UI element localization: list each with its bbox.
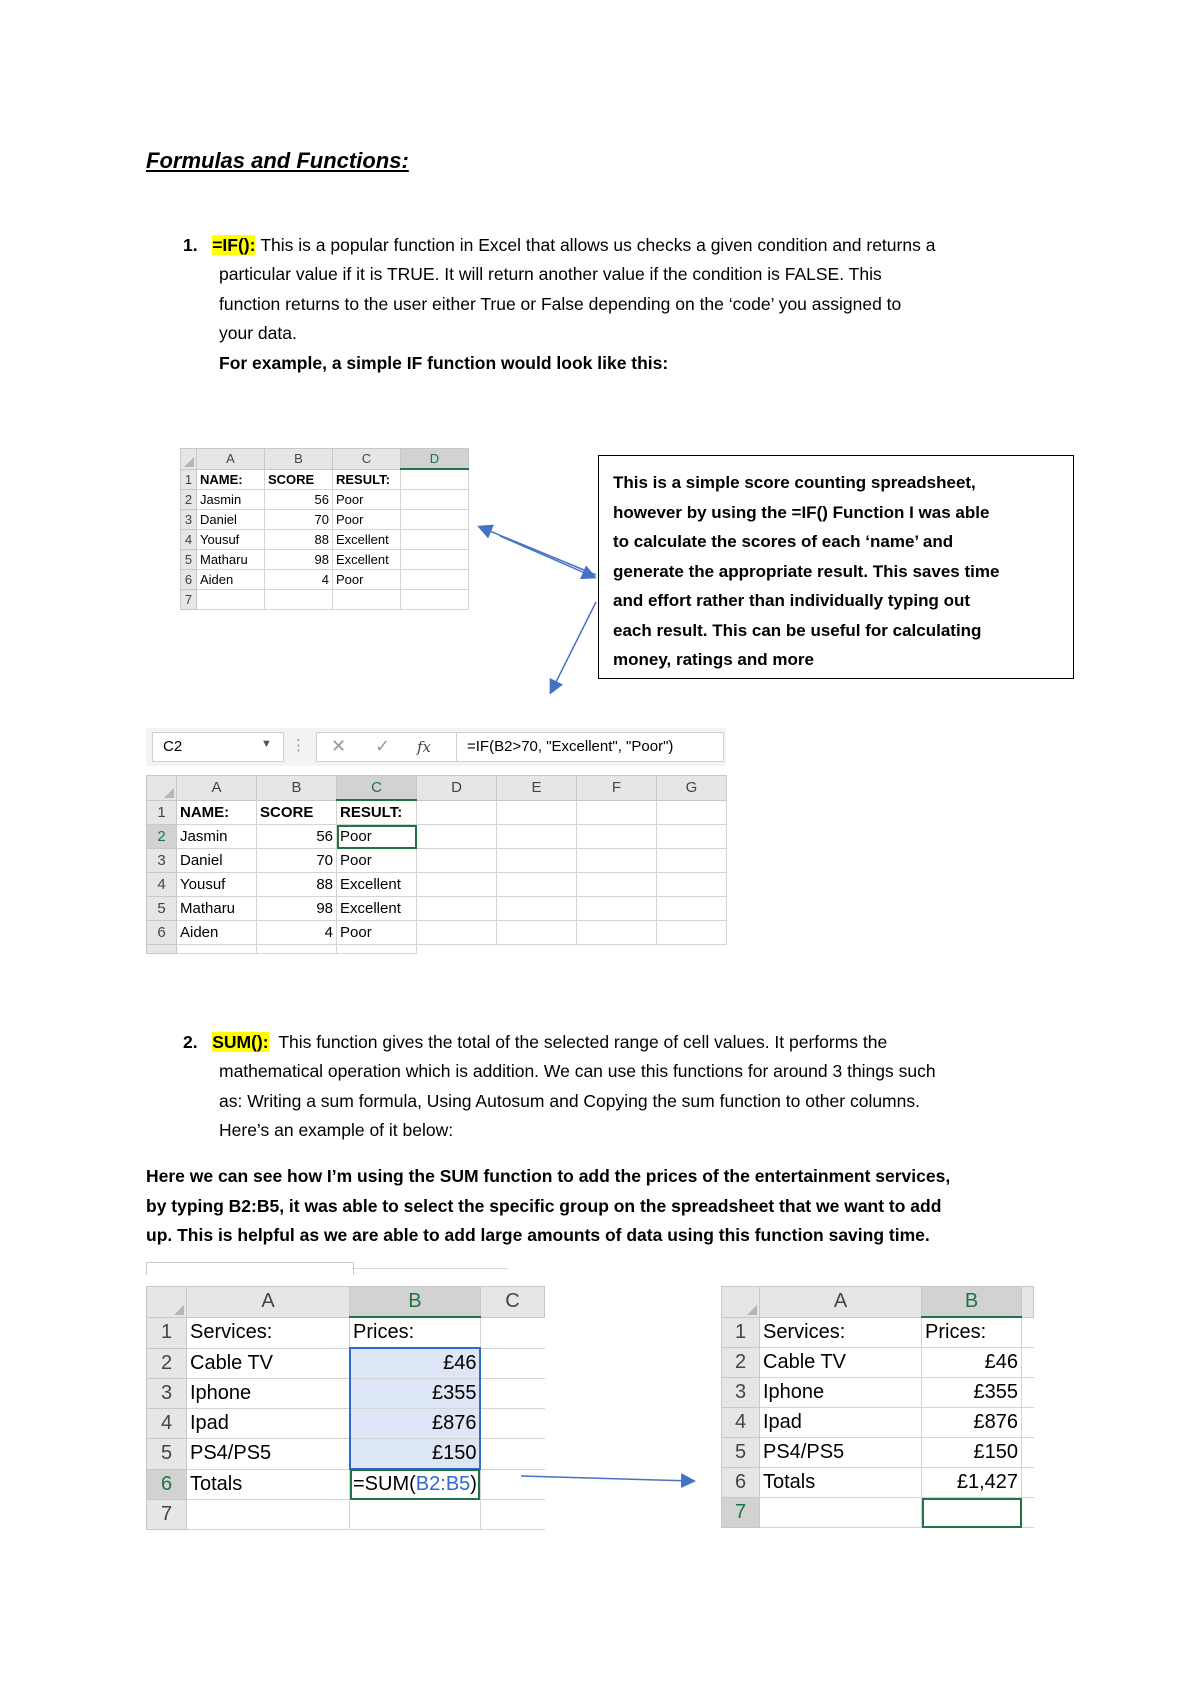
column-header-a[interactable]: A — [760, 1287, 922, 1318]
row-header[interactable]: 1 — [147, 1317, 187, 1348]
row-header[interactable]: 7 — [722, 1498, 760, 1528]
table-row — [147, 1409, 545, 1439]
cell[interactable]: SCORE — [265, 469, 333, 490]
cell[interactable]: Jasmin — [197, 490, 265, 510]
formula-suffix: ) — [470, 1473, 477, 1495]
cell[interactable] — [1022, 1378, 1034, 1408]
row-header[interactable]: 5 — [722, 1438, 760, 1468]
row-header[interactable]: 4 — [722, 1408, 760, 1438]
row-header[interactable]: 3 — [181, 510, 197, 530]
cell[interactable] — [657, 897, 727, 921]
table-row — [147, 1317, 545, 1348]
explanation-line: by typing B2:B5, it was able to select the specific group on the spreadsheet that we want to add — [146, 1195, 942, 1216]
enter-icon[interactable]: ✓ — [375, 736, 391, 756]
more-options-icon[interactable]: ⋮ — [291, 737, 306, 754]
cell[interactable]: £150 — [922, 1438, 1022, 1468]
cell[interactable]: 98 — [257, 897, 337, 921]
row-header[interactable]: 1 — [722, 1317, 760, 1348]
section-2-line-3: as: Writing a sum formula, Using Autosum and Copying the sum function to other columns. — [219, 1090, 920, 1111]
row-header[interactable]: 6 — [181, 570, 197, 590]
table-row — [147, 800, 727, 825]
section-2-line-4: Here’s an example of it below: — [219, 1120, 454, 1140]
cell[interactable]: Services: — [187, 1317, 350, 1348]
cell[interactable]: 70 — [265, 510, 333, 530]
table-row — [722, 1468, 1034, 1498]
table-row — [722, 1317, 1034, 1348]
callout-line: each result. This can be useful for calculating — [613, 620, 982, 640]
cell[interactable]: NAME: — [177, 800, 257, 825]
cell[interactable]: 4 — [265, 570, 333, 590]
column-header-c[interactable] — [1022, 1287, 1034, 1318]
section-2-number: 2. — [183, 1032, 198, 1052]
cell[interactable] — [497, 921, 577, 945]
cell[interactable] — [657, 921, 727, 945]
column-header-c[interactable]: C — [480, 1287, 544, 1318]
row-header[interactable]: 2 — [181, 490, 197, 510]
name-box-value: C2 — [163, 738, 183, 755]
row-header[interactable]: 6 — [147, 1469, 187, 1500]
chevron-down-icon[interactable]: ▼ — [261, 738, 272, 750]
column-header-d[interactable]: D — [417, 776, 497, 801]
column-header-a[interactable]: A — [187, 1287, 350, 1318]
cell[interactable] — [760, 1498, 922, 1528]
explanation-line: up. This is helpful as we are able to add large amounts of data using this function saving time. — [146, 1225, 930, 1245]
cell[interactable]: Yousuf — [197, 530, 265, 550]
section-1-example-intro: For example, a simple IF function would look like this: — [219, 352, 669, 373]
select-all-corner[interactable] — [147, 776, 177, 801]
cell[interactable] — [480, 1317, 544, 1348]
cell[interactable]: 56 — [257, 825, 337, 849]
row-header[interactable]: 4 — [147, 1409, 187, 1439]
cell[interactable]: Poor — [333, 570, 401, 590]
cell[interactable] — [497, 825, 577, 849]
cell[interactable] — [417, 921, 497, 945]
cell[interactable] — [657, 849, 727, 873]
row-header[interactable]: 4 — [181, 530, 197, 550]
table-row — [722, 1498, 1034, 1528]
cell[interactable] — [480, 1379, 544, 1409]
cell[interactable] — [497, 945, 577, 954]
page-title: Formulas and Functions: — [146, 148, 409, 173]
row-header[interactable]: 3 — [147, 849, 177, 873]
active-cell[interactable] — [922, 1498, 1022, 1528]
row-header[interactable]: 7 — [147, 1500, 187, 1530]
formula-range: B2:B5 — [415, 1473, 471, 1495]
table-row — [722, 1408, 1034, 1438]
row-header[interactable]: 3 — [722, 1378, 760, 1408]
cell[interactable] — [577, 800, 657, 825]
callout-line: and effort rather than individually typing out — [613, 591, 971, 610]
column-header-c[interactable]: C — [333, 449, 401, 470]
table-row — [147, 945, 727, 954]
cell[interactable] — [417, 800, 497, 825]
table-row — [147, 897, 727, 921]
cell[interactable]: £876 — [922, 1408, 1022, 1438]
table-row — [147, 921, 727, 945]
column-header-f[interactable]: F — [577, 776, 657, 801]
arrow-to-small-sheet — [480, 527, 596, 575]
cell[interactable] — [1022, 1408, 1034, 1438]
callout-line: generate the appropriate result. This saves time — [613, 561, 1000, 581]
row-header[interactable]: 1 — [147, 800, 177, 825]
cell[interactable] — [177, 945, 257, 954]
cell[interactable] — [480, 1348, 544, 1379]
cell[interactable] — [577, 921, 657, 945]
cell[interactable] — [187, 1500, 350, 1530]
cell[interactable]: Aiden — [177, 921, 257, 945]
cell[interactable]: 88 — [265, 530, 333, 550]
formula-cell[interactable] — [350, 1469, 481, 1500]
section-1-line-3: function returns to the user either True or False depending on the ‘code’ you assigned to — [219, 293, 902, 314]
cell[interactable]: 88 — [257, 873, 337, 897]
cell[interactable] — [497, 800, 577, 825]
row-header[interactable]: 6 — [147, 921, 177, 945]
cell[interactable]: 70 — [257, 849, 337, 873]
table-row — [722, 1348, 1034, 1378]
row-header[interactable]: 7 — [181, 590, 197, 610]
cell[interactable]: Yousuf — [177, 873, 257, 897]
cell[interactable]: Prices: — [922, 1317, 1022, 1348]
section-1-line-2: particular value if it is TRUE. It will return another value if the condition is FALSE. This — [219, 264, 882, 284]
cell[interactable] — [577, 873, 657, 897]
total-cell[interactable]: £1,427 — [922, 1468, 1022, 1498]
range-cell[interactable]: £355 — [350, 1379, 481, 1409]
cell[interactable] — [577, 849, 657, 873]
row-header[interactable]: 5 — [147, 1439, 187, 1470]
callout-line: to calculate the scores of each ‘name’ and — [613, 532, 954, 551]
cell[interactable] — [497, 897, 577, 921]
table-row — [722, 1438, 1034, 1468]
select-all-corner[interactable] — [722, 1287, 760, 1318]
cell[interactable] — [657, 873, 727, 897]
section-2-function-name: SUM(): — [212, 1032, 269, 1052]
table-row — [147, 1439, 545, 1470]
name-box[interactable] — [152, 732, 284, 762]
formula-text: =IF(B2>70, "Excellent", "Poor") — [467, 738, 674, 755]
cell[interactable]: Services: — [760, 1317, 922, 1348]
cell[interactable] — [417, 873, 497, 897]
cell[interactable]: 4 — [257, 921, 337, 945]
cell[interactable]: 56 — [265, 490, 333, 510]
formula-bar-buttons — [316, 732, 458, 762]
table-row — [147, 1379, 545, 1409]
row-header[interactable] — [147, 945, 177, 954]
cell[interactable] — [417, 849, 497, 873]
section-1-number: 1. — [183, 235, 198, 255]
cancel-icon[interactable]: ✕ — [331, 736, 347, 756]
cell[interactable] — [657, 800, 727, 825]
section-1-function-name: =IF(): — [212, 235, 256, 255]
table-row — [147, 849, 727, 873]
cell[interactable] — [337, 945, 417, 954]
cell[interactable] — [480, 1409, 544, 1439]
column-header-d[interactable]: D — [401, 449, 469, 470]
range-cell[interactable]: £876 — [350, 1409, 481, 1439]
cell[interactable]: Daniel — [197, 510, 265, 530]
cell[interactable]: Totals — [760, 1468, 922, 1498]
cell[interactable] — [417, 945, 497, 954]
cell[interactable] — [1022, 1498, 1034, 1528]
select-all-corner[interactable] — [147, 1287, 187, 1318]
cell[interactable] — [657, 945, 727, 954]
sheet-tab[interactable] — [146, 1262, 354, 1275]
cell[interactable] — [257, 945, 337, 954]
row-header[interactable]: 1 — [181, 469, 197, 490]
cell[interactable]: Iphone — [187, 1379, 350, 1409]
section-2-line-2: mathematical operation which is addition. We can use this functions for around 3 things such — [219, 1061, 936, 1081]
cell[interactable] — [657, 825, 727, 849]
cell[interactable]: NAME: — [197, 469, 265, 490]
active-cell[interactable]: Poor — [337, 825, 417, 849]
cell[interactable] — [497, 849, 577, 873]
cell[interactable]: Prices: — [350, 1317, 481, 1348]
cell[interactable]: Matharu — [197, 550, 265, 570]
section-1-line-1: This is a popular function in Excel that allows us checks a given condition and returns a — [260, 235, 936, 255]
cell[interactable]: 98 — [265, 550, 333, 570]
section-2-explanation — [146, 1162, 1066, 1251]
row-header[interactable]: 6 — [722, 1468, 760, 1498]
cell[interactable]: Poor — [337, 921, 417, 945]
cell[interactable] — [1022, 1317, 1034, 1348]
cell[interactable]: Totals — [187, 1469, 350, 1500]
cell[interactable] — [577, 825, 657, 849]
sum-example-sheet-editing — [146, 1286, 545, 1530]
cell[interactable]: RESULT: — [337, 800, 417, 825]
cell[interactable]: £46 — [922, 1348, 1022, 1378]
formula-bar — [146, 728, 726, 766]
cell[interactable]: Ipad — [760, 1408, 922, 1438]
cell[interactable]: Matharu — [177, 897, 257, 921]
callout-line: This is a simple score counting spreadsheet, — [613, 473, 976, 492]
cell[interactable]: Aiden — [197, 570, 265, 590]
cell[interactable] — [480, 1500, 544, 1530]
cell[interactable]: Excellent — [337, 897, 417, 921]
cell[interactable]: Jasmin — [177, 825, 257, 849]
column-header-a[interactable]: A — [197, 449, 265, 470]
cell[interactable]: RESULT: — [333, 469, 401, 490]
section-2-heading — [183, 1027, 887, 1057]
sheet-tab-strip — [352, 1268, 508, 1275]
cell[interactable] — [417, 897, 497, 921]
column-header-a[interactable]: A — [177, 776, 257, 801]
range-cell[interactable]: £150 — [350, 1439, 481, 1470]
table-row — [147, 825, 727, 849]
cell[interactable]: Poor — [333, 510, 401, 530]
column-header-b[interactable]: B — [922, 1287, 1022, 1318]
row-header[interactable]: 2 — [147, 1348, 187, 1379]
range-cell[interactable]: £46 — [350, 1348, 481, 1379]
cell[interactable] — [497, 873, 577, 897]
table-row — [147, 1348, 545, 1379]
column-header-e[interactable]: E — [497, 776, 577, 801]
cell[interactable]: PS4/PS5 — [760, 1438, 922, 1468]
cell[interactable]: Poor — [337, 849, 417, 873]
cell[interactable] — [417, 825, 497, 849]
callout-line: however by using the =IF() Function I was able — [613, 502, 990, 522]
column-header-b[interactable]: B — [257, 776, 337, 801]
cell[interactable]: £355 — [922, 1378, 1022, 1408]
table-row — [722, 1378, 1034, 1408]
table-row — [147, 1500, 545, 1530]
formula-prefix: =SUM( — [353, 1473, 416, 1495]
cell[interactable]: Poor — [333, 490, 401, 510]
cell[interactable]: Ipad — [187, 1409, 350, 1439]
callout-line: money, ratings and more — [613, 650, 814, 669]
row-header[interactable]: 2 — [147, 825, 177, 849]
cell[interactable] — [577, 945, 657, 954]
insert-function-icon[interactable]: fx — [417, 738, 432, 756]
cell[interactable]: SCORE — [257, 800, 337, 825]
cell[interactable] — [1022, 1438, 1034, 1468]
table-row — [147, 1469, 545, 1500]
formula-input[interactable] — [456, 732, 724, 762]
cell[interactable]: Excellent — [337, 873, 417, 897]
cell[interactable] — [350, 1500, 481, 1530]
cell[interactable]: Cable TV — [760, 1348, 922, 1378]
column-header-b[interactable]: B — [265, 449, 333, 470]
row-header[interactable]: 4 — [147, 873, 177, 897]
cell[interactable]: Cable TV — [187, 1348, 350, 1379]
section-1-line-4: your data. — [219, 323, 297, 343]
row-header[interactable]: 5 — [147, 897, 177, 921]
row-header[interactable]: 5 — [181, 550, 197, 570]
section-2-line-1: This function gives the total of the selected range of cell values. It performs the — [278, 1032, 888, 1052]
cell[interactable]: Excellent — [333, 530, 401, 550]
column-header-g[interactable]: G — [657, 776, 727, 801]
arrow-to-formula-sheet — [551, 602, 596, 692]
table-row — [147, 873, 727, 897]
cell[interactable] — [577, 897, 657, 921]
cell[interactable]: Iphone — [760, 1378, 922, 1408]
cell[interactable] — [1022, 1348, 1034, 1378]
arrow-to-callout — [500, 536, 594, 577]
sum-example-sheet-result — [721, 1286, 1034, 1528]
explanation-line: Here we can see how I’m using the SUM function to add the prices of the entertainment services, — [146, 1166, 951, 1186]
cell[interactable] — [480, 1469, 544, 1500]
if-example-sheet — [146, 775, 727, 954]
row-header[interactable]: 3 — [147, 1379, 187, 1409]
cell[interactable] — [480, 1439, 544, 1470]
arrow-sum-result — [521, 1476, 693, 1481]
row-header[interactable]: 2 — [722, 1348, 760, 1378]
column-header-b[interactable]: B — [350, 1287, 481, 1318]
cell[interactable]: Daniel — [177, 849, 257, 873]
cell[interactable]: Excellent — [333, 550, 401, 570]
cell[interactable]: PS4/PS5 — [187, 1439, 350, 1470]
section-2-body — [219, 1057, 1079, 1146]
column-header-c[interactable]: C — [337, 776, 417, 801]
cell[interactable] — [1022, 1468, 1034, 1498]
